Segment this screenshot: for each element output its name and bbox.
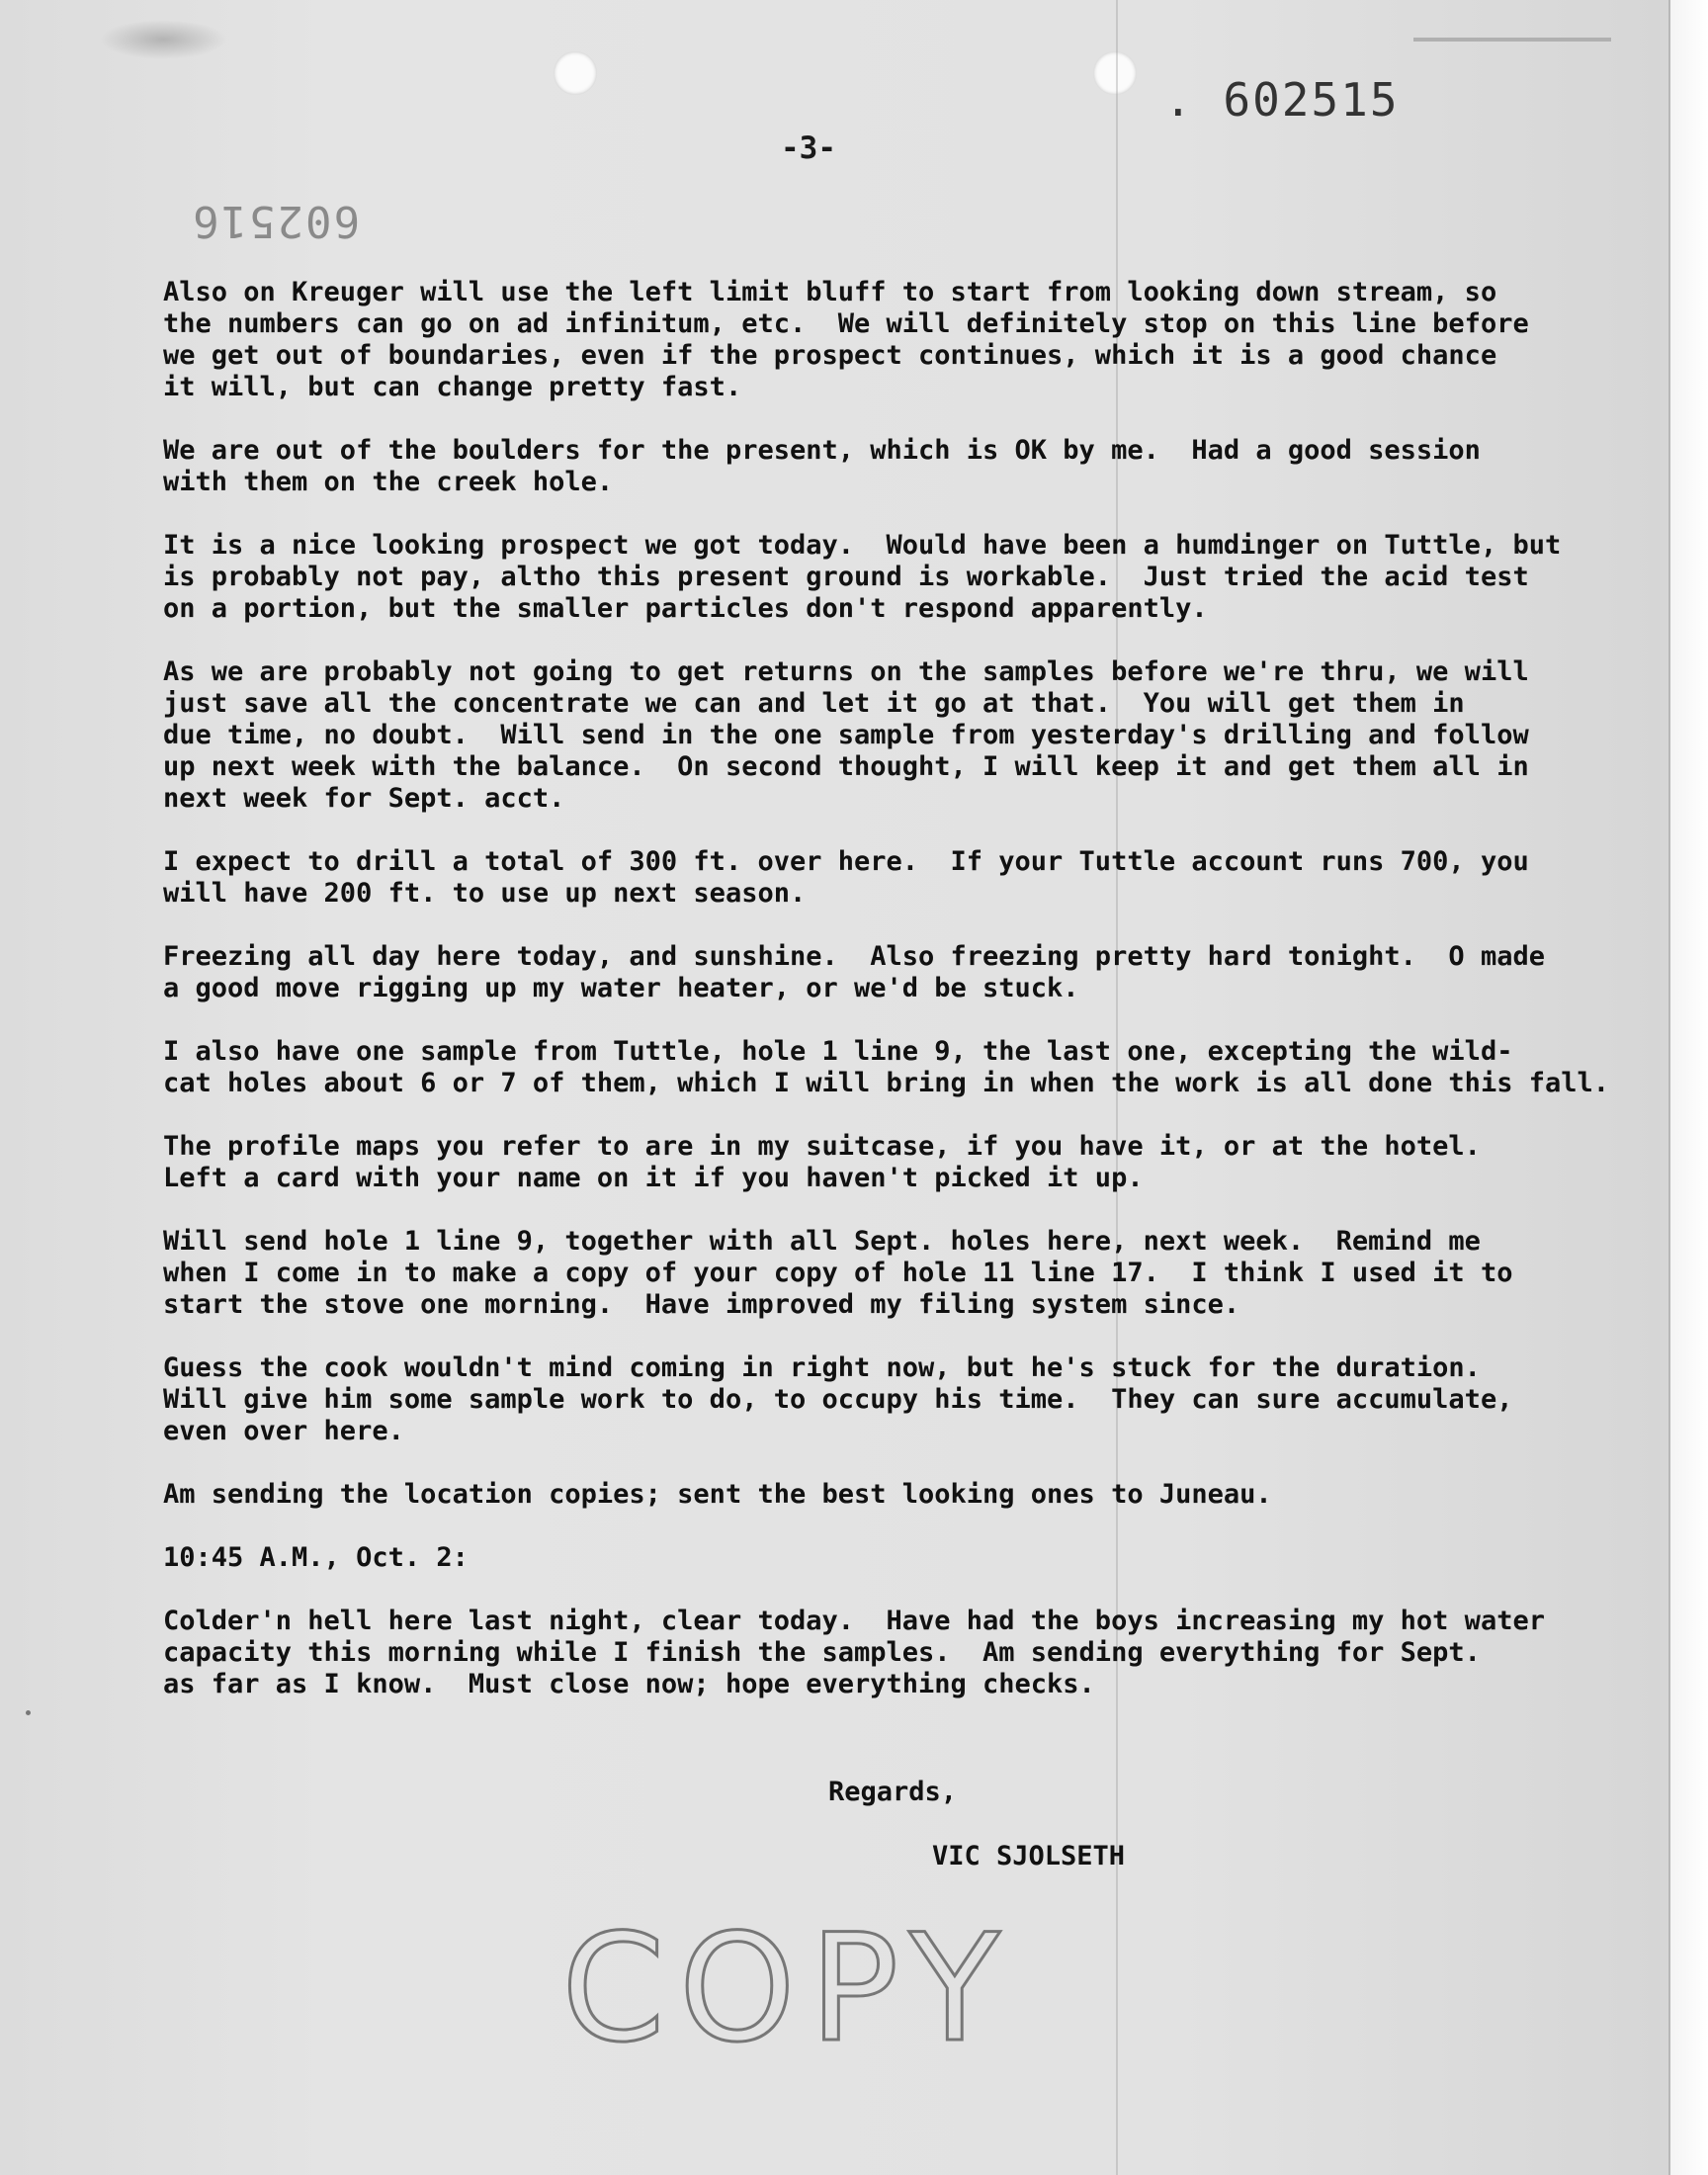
inverted-stamp-number: 602516 (191, 196, 360, 246)
paragraph: Colder'n hell here last night, clear today. Have had the boys increasing my hot water capacity this morning while I finish the samples. Am sending everything for Sept. as far as I know. Must close now; hope everything checks. (163, 1606, 1545, 1699)
paragraph: It is a nice looking prospect we got today. Would have been a humdinger on Tuttle, but is probably not pay, altho this present ground is workable. Just tried the acid test on a portion, but the smaller particles don't respond apparently. (163, 530, 1562, 624)
punch-hole-left (554, 51, 597, 95)
letter-body (163, 277, 1646, 1732)
paragraph: I also have one sample from Tuttle, hole 1 line 9, the last one, excepting the wild- cat holes about 6 or 7 of them, which I will bring in when the work is all done this fall. (163, 1036, 1609, 1098)
top-right-mark (1413, 38, 1611, 42)
page-number: -3- (781, 130, 836, 166)
document-number: . 602515 (1164, 73, 1400, 127)
punch-hole-right (1093, 51, 1137, 95)
paragraph: We are out of the boulders for the present, which is OK by me. Had a good session with them on the creek hole. (163, 435, 1481, 497)
copy-stamp-text: COPY (561, 1913, 1014, 2061)
paragraph: The profile maps you refer to are in my suitcase, if you have it, or at the hotel. Left a card with your name on it if you haven't picked it up. (163, 1131, 1481, 1193)
paragraph: Will send hole 1 line 9, together with all Sept. holes here, next week. Remind me when I come in to make a copy of your copy of hole 11 line 17. I think I used it to start the stove one morning. Have improved my filing system since. (163, 1226, 1513, 1320)
signature-name: VIC SJOLSETH (932, 1841, 1126, 1871)
copy-stamp (561, 1913, 1125, 2061)
paragraph: Freezing all day here today, and sunshine. Also freezing pretty hard tonight. O made a good move rigging up my water heater, or we'd be stuck. (163, 941, 1545, 1003)
corner-smudge (99, 20, 227, 59)
paragraph: Am sending the location copies; sent the best looking ones to Juneau. (163, 1479, 1272, 1510)
timestamp-line: 10:45 A.M., Oct. 2: (163, 1542, 469, 1573)
paragraph: Guess the cook wouldn't mind coming in right now, but he's stuck for the duration. Will give him some sample work to do, to occupy his time. They can sure accumulate, even over here. (163, 1352, 1513, 1446)
paragraph: As we are probably not going to get returns on the samples before we're thru, we will just save all the concentrate we can and let it go at that. You will get them in due time, no doubt. Will send in the one sample from yesterday's drilling and follow up next week with the balance. On second thought, I will keep it and get them all in next week for Sept. acct. (163, 656, 1529, 814)
closing: Regards, (828, 1777, 958, 1807)
scan-edge (1668, 0, 1708, 2175)
paragraph: Also on Kreuger will use the left limit bluff to start from looking down stream, so the numbers can go on ad infinitum, etc. We will definitely stop on this line before we get out of boundaries, even if the prospect continues, which it is a good chance it will, but can change pretty fast. (163, 277, 1529, 402)
paper-speck (26, 1710, 31, 1715)
paragraph: I expect to drill a total of 300 ft. over here. If your Tuttle account runs 700, you will have 200 ft. to use up next season. (163, 846, 1529, 909)
